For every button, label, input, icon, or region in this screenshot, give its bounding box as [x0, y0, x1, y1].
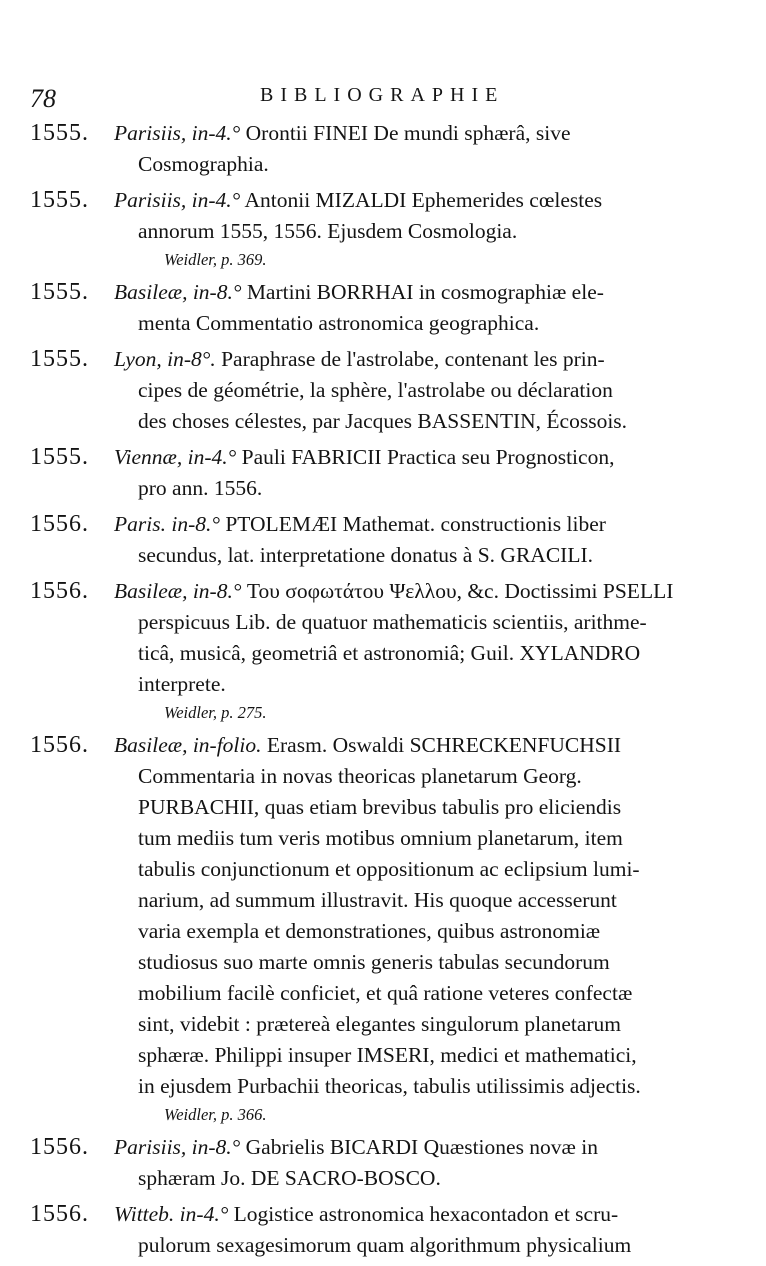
entry-line: [114, 638, 730, 669]
entry-text: [114, 118, 730, 180]
publication-place: Viennæ, in-4.°: [114, 445, 237, 469]
line-text: secundus, lat. interpretatione donatus à S. GRACILI.: [138, 543, 593, 567]
line-text: sint, videbit : prætereà elegantes singulorum planetarum: [138, 1012, 622, 1036]
entry-line: [114, 761, 730, 792]
entry-text: [114, 185, 730, 272]
bibliography-entry: [30, 576, 730, 725]
entry-year: 1556.: [30, 511, 89, 537]
line-text: des choses célestes, par Jacques BASSENTIN, Écossois.: [138, 409, 628, 433]
entry-year: 1555.: [30, 187, 89, 213]
entry-year: 1556.: [30, 732, 89, 758]
line-text: PTOLEMÆI Mathemat. constructionis liber: [225, 512, 606, 536]
entry-year: 1556.: [30, 578, 89, 604]
entry-line: [114, 185, 730, 216]
line-text: cipes de géométrie, la sphère, l'astrolabe ou déclaration: [138, 378, 613, 402]
line-text: mobilium facilè conficiet, et quâ ratione veteres confectæ: [138, 981, 633, 1005]
line-text: Antonii MIZALDI Ephemerides cœlestes: [244, 188, 603, 212]
line-text: Gabrielis BICARDI Quæstiones novæ in: [245, 1135, 598, 1159]
line-text: tabulis conjunctionum et oppositionum ac eclipsium lumi-: [138, 857, 640, 881]
entry-line: [114, 576, 730, 607]
line-text: pro ann. 1556.: [138, 476, 263, 500]
bibliography-entry: [30, 442, 730, 504]
bibliography-entries: [30, 118, 730, 1266]
line-text: in ejusdem Purbachii theoricas, tabulis utilissimis adjectis.: [138, 1074, 641, 1098]
line-text: PURBACHII, quas etiam brevibus tabulis pro eliciendis: [138, 795, 622, 819]
entry-year: 1556.: [30, 1201, 89, 1227]
line-text: Paraphrase de l'astrolabe, contenant les prin-: [221, 347, 605, 371]
bibliography-entry: [30, 509, 730, 571]
line-text: interprete.: [138, 672, 226, 696]
bibliography-entry: [30, 730, 730, 1127]
publication-place: Basileæ, in-folio.: [114, 733, 262, 757]
entry-line: [114, 607, 730, 638]
reference-line: [114, 247, 730, 272]
line-text: annorum 1555, 1556. Ejusdem Cosmologia.: [138, 219, 518, 243]
page-number: 78: [30, 84, 56, 113]
reference-line: [114, 700, 730, 725]
entry-line: [114, 509, 730, 540]
entry-text: [114, 277, 730, 339]
entry-text: [114, 1132, 730, 1194]
entry-line: [114, 1163, 730, 1194]
entry-line: [114, 1199, 730, 1230]
entry-year: 1555.: [30, 444, 89, 470]
entry-line: [114, 978, 730, 1009]
entry-text: [114, 509, 730, 571]
reference-text: Weidler, p. 366.: [164, 1105, 267, 1124]
line-text: perspicuus Lib. de quatuor mathematicis scientiis, arithme-: [138, 610, 647, 634]
reference-text: Weidler, p. 275.: [164, 703, 267, 722]
line-text: Του σοφωτάτου Ψελλου, &c. Doctissimi PSELLI: [246, 579, 674, 603]
publication-place: Witteb. in-4.°: [114, 1202, 229, 1226]
entry-year: 1555.: [30, 346, 89, 372]
bibliography-entry: [30, 118, 730, 180]
entry-line: [114, 792, 730, 823]
line-text: pulorum sexagesimorum quam algorithmum physicalium: [138, 1233, 632, 1257]
entry-line: [114, 473, 730, 504]
entry-line: [114, 344, 730, 375]
entry-line: [114, 1071, 730, 1102]
line-text: sphæræ. Philippi insuper IMSERI, medici et mathematici,: [138, 1043, 637, 1067]
entry-year: 1556.: [30, 1134, 89, 1160]
entry-line: [114, 854, 730, 885]
entry-line: [114, 442, 730, 473]
entry-line: [114, 216, 730, 247]
entry-line: [114, 947, 730, 978]
entry-text: [114, 344, 730, 437]
entry-line: [114, 1230, 730, 1261]
entry-text: [114, 1199, 730, 1261]
entry-text: [114, 730, 730, 1127]
line-text: Cosmographia.: [138, 152, 269, 176]
entry-line: [114, 1040, 730, 1071]
entry-year: 1555.: [30, 279, 89, 305]
publication-place: Parisiis, in-4.°: [114, 188, 241, 212]
bibliography-entry: [30, 1132, 730, 1194]
line-text: sphæram Jo. DE SACRO-BOSCO.: [138, 1166, 441, 1190]
running-head: BIBLIOGRAPHIE: [260, 84, 505, 106]
entry-line: [114, 118, 730, 149]
publication-place: Parisiis, in-4.°: [114, 121, 241, 145]
entry-line: [114, 406, 730, 437]
line-text: Martini BORRHAI in cosmographiæ ele-: [246, 280, 604, 304]
entry-text: [114, 442, 730, 504]
publication-place: Parisiis, in-8.°: [114, 1135, 241, 1159]
line-text: narium, ad summum illustravit. His quoque accesserunt: [138, 888, 617, 912]
line-text: Erasm. Oswaldi SCHRECKENFUCHSII: [266, 733, 622, 757]
entry-line: [114, 1132, 730, 1163]
entry-line: [114, 669, 730, 700]
entry-line: [114, 277, 730, 308]
bibliography-entry: [30, 1199, 730, 1261]
reference-text: Weidler, p. 369.: [164, 250, 267, 269]
reference-line: [114, 1102, 730, 1127]
line-text: tum mediis tum veris motibus omnium planetarum, item: [138, 826, 623, 850]
entry-line: [114, 916, 730, 947]
publication-place: Paris. in-8.°: [114, 512, 220, 536]
entry-line: [114, 823, 730, 854]
line-text: Orontii FINEI De mundi sphærâ, sive: [245, 121, 571, 145]
bibliography-entry: [30, 185, 730, 272]
entry-line: [114, 308, 730, 339]
entry-line: [114, 730, 730, 761]
line-text: ticâ, musicâ, geometriâ et astronomiâ; Guil. XYLANDRO: [138, 641, 641, 665]
entry-line: [114, 540, 730, 571]
line-text: varia exempla et demonstrationes, quibus astronomiæ: [138, 919, 601, 943]
publication-place: Basileæ, in-8.°: [114, 579, 242, 603]
bibliography-entry: [30, 277, 730, 339]
entry-line: [114, 149, 730, 180]
entry-line: [114, 885, 730, 916]
entry-line: [114, 375, 730, 406]
bibliography-entry: [30, 344, 730, 437]
line-text: Pauli FABRICII Practica seu Prognosticon,: [241, 445, 615, 469]
entry-year: 1555.: [30, 120, 89, 146]
line-text: menta Commentatio astronomica geographica.: [138, 311, 540, 335]
entry-line: [114, 1009, 730, 1040]
publication-place: Lyon, in-8°.: [114, 347, 216, 371]
entry-text: [114, 576, 730, 725]
line-text: Commentaria in novas theoricas planetarum Georg.: [138, 764, 582, 788]
line-text: studiosus suo marte omnis generis tabulas secundorum: [138, 950, 610, 974]
line-text: Logistice astronomica hexacontadon et scru-: [233, 1202, 619, 1226]
publication-place: Basileæ, in-8.°: [114, 280, 242, 304]
page-header: [30, 84, 726, 114]
